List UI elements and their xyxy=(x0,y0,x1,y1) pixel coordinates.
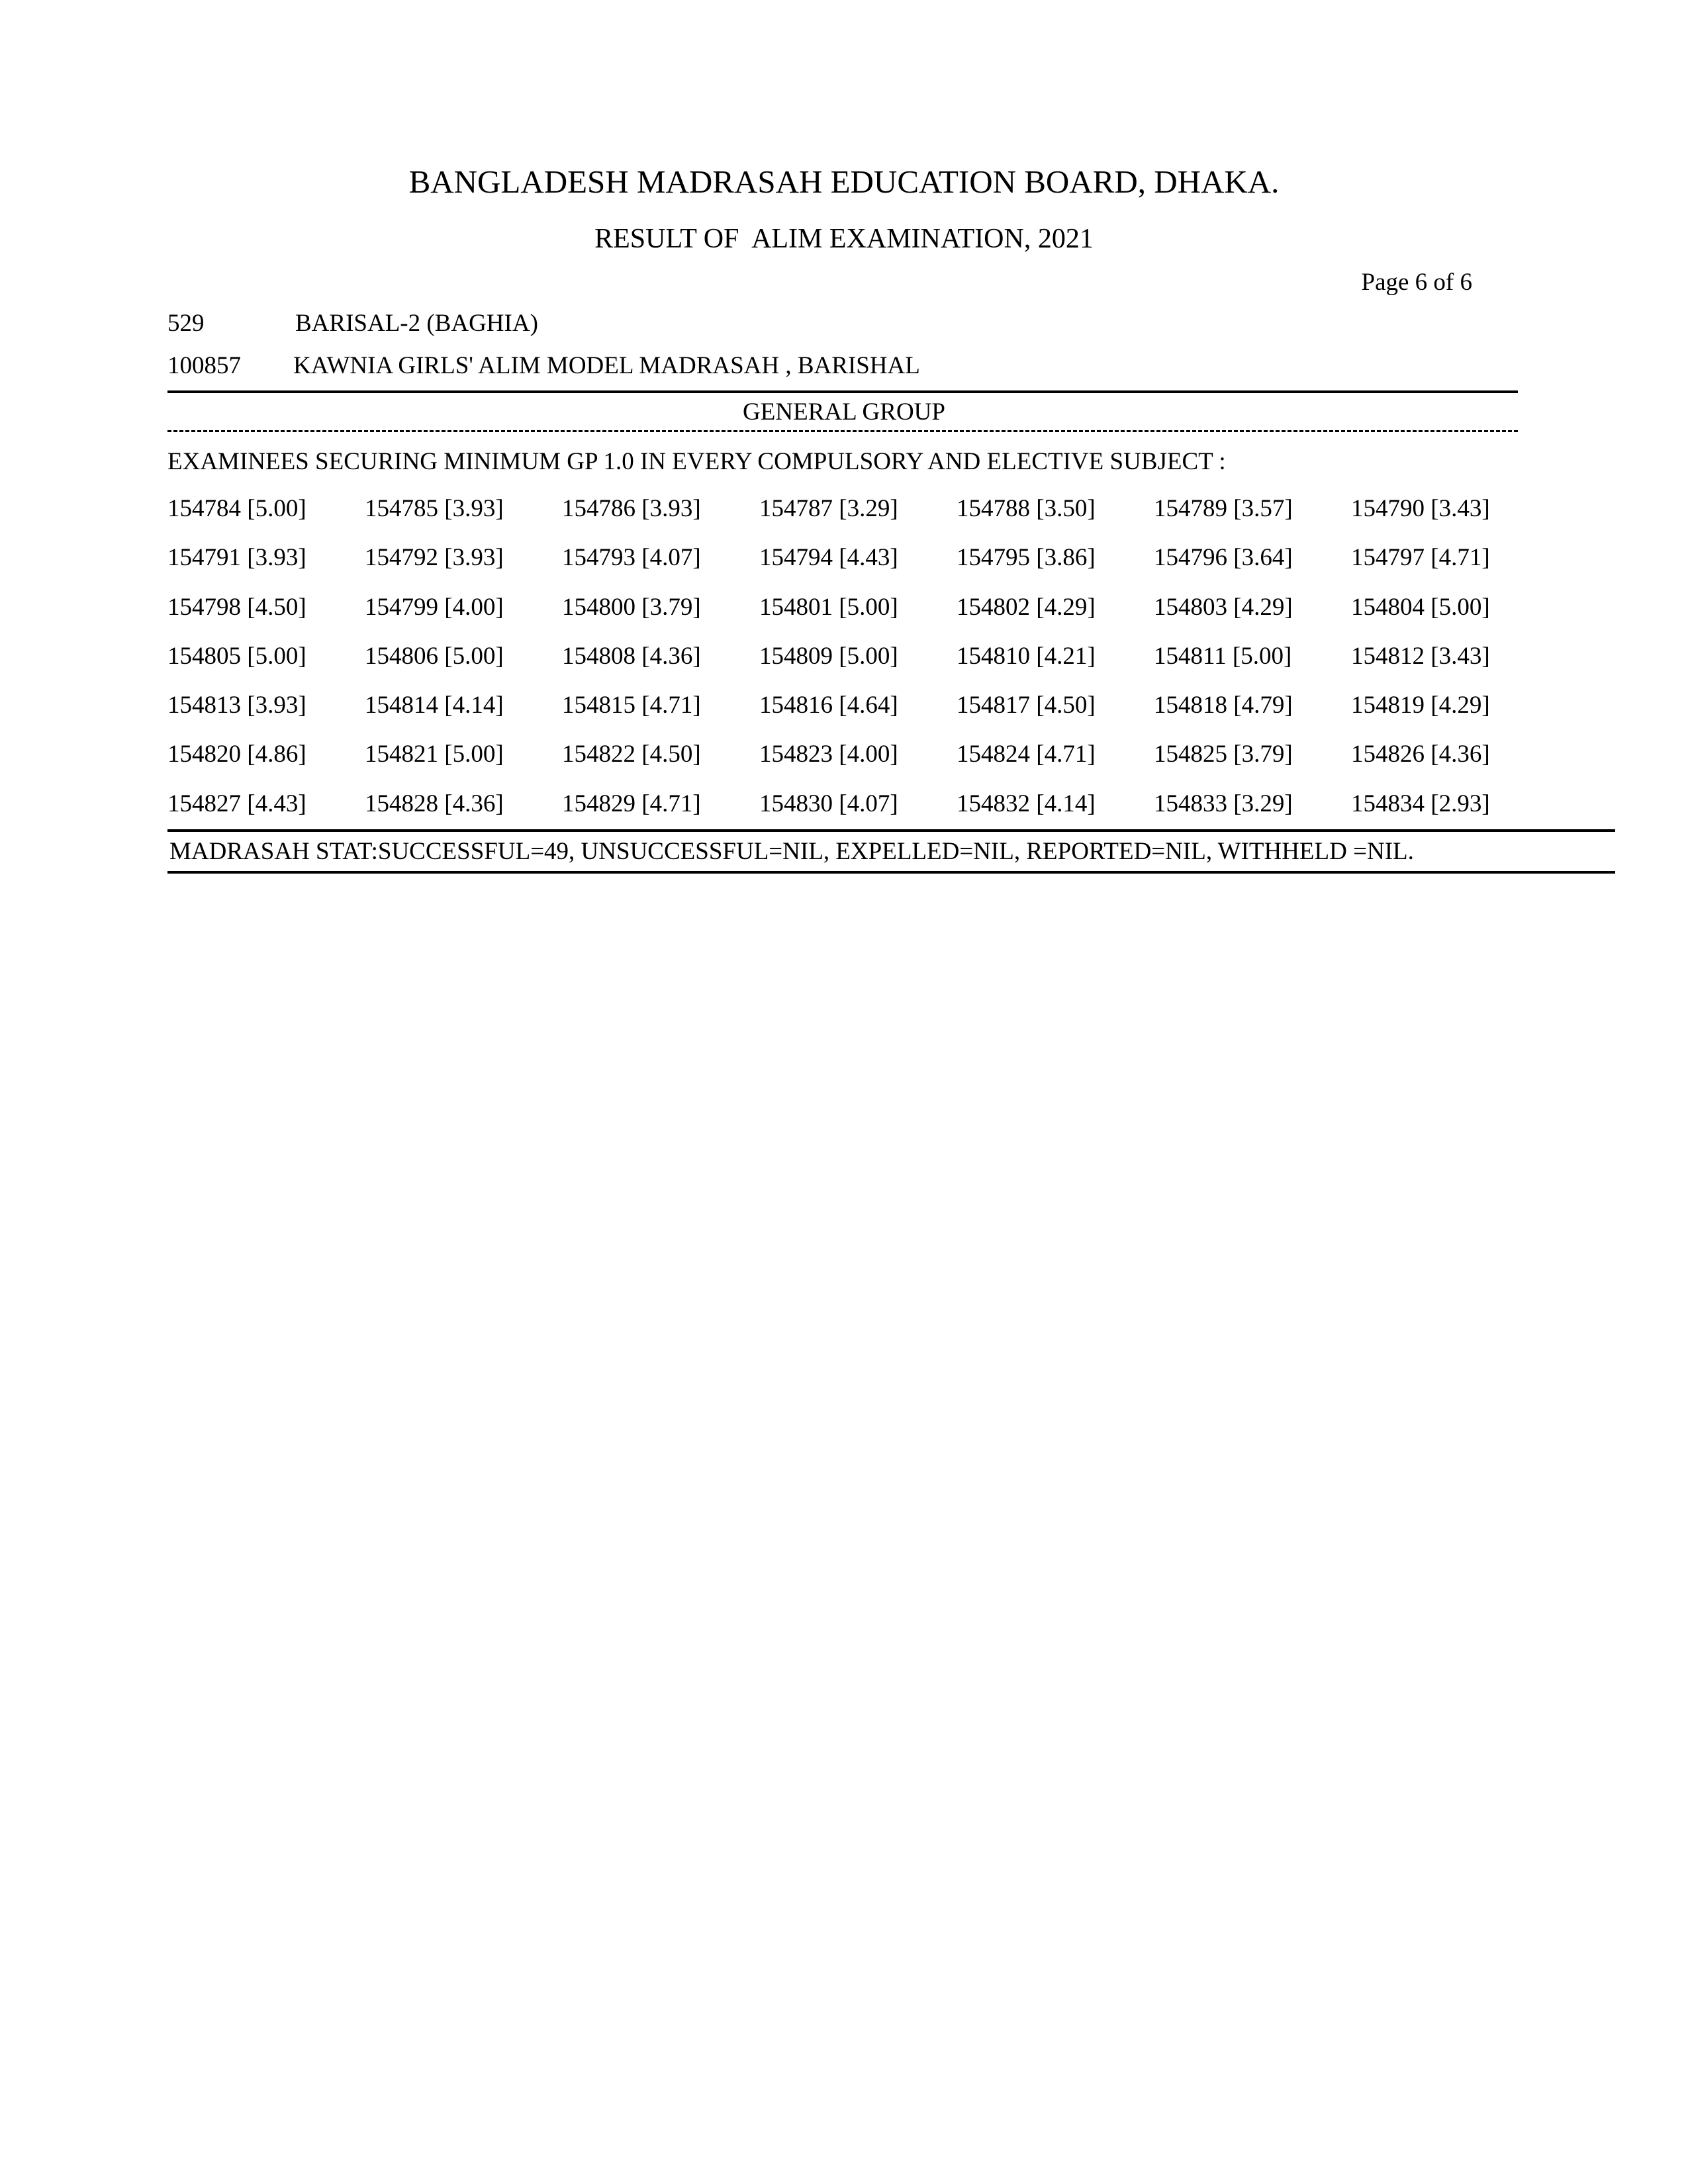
result-entry: 154829 [4.71] xyxy=(562,790,701,817)
result-entry: 154806 [5.00] xyxy=(365,642,504,670)
result-entry: 154830 [4.07] xyxy=(759,790,898,817)
result-entry: 154820 [4.86] xyxy=(167,741,306,768)
madrasah-name: KAWNIA GIRLS' ALIM MODEL MADRASAH , BARISHAL xyxy=(293,352,920,379)
madrasah-stat: MADRASAH STAT:SUCCESSFUL=49, UNSUCCESSFUL=NIL, EXPELLED=NIL, REPORTED=NIL, WITHHELD =NIL. xyxy=(169,838,1414,865)
result-entry: 154809 [5.00] xyxy=(759,642,898,670)
exam-title: RESULT OF ALIM EXAMINATION, 2021 xyxy=(594,224,1094,254)
result-entry: 154799 [4.00] xyxy=(365,593,504,621)
result-entry: 154825 [3.79] xyxy=(1154,741,1293,768)
result-entry: 154790 [3.43] xyxy=(1351,495,1490,522)
result-entry: 154784 [5.00] xyxy=(167,495,306,522)
result-entry: 154800 [3.79] xyxy=(562,593,701,621)
result-entry: 154787 [3.29] xyxy=(759,495,898,522)
group-divider xyxy=(167,430,1518,432)
result-entry: 154826 [4.36] xyxy=(1351,741,1490,768)
district-code: 529 xyxy=(167,310,205,337)
board-title: BANGLADESH MADRASAH EDUCATION BOARD, DHAKA. xyxy=(408,163,1280,200)
result-entry: 154794 [4.43] xyxy=(759,544,898,572)
result-entry: 154795 [3.86] xyxy=(957,544,1096,572)
result-entry: 154804 [5.00] xyxy=(1351,593,1490,621)
district-name: BARISAL-2 (BAGHIA) xyxy=(295,310,538,337)
result-entry: 154814 [4.14] xyxy=(365,692,504,719)
result-entry: 154833 [3.29] xyxy=(1154,790,1293,817)
result-entry: 154788 [3.50] xyxy=(957,495,1096,522)
result-entry: 154786 [3.93] xyxy=(562,495,701,522)
result-entry: 154798 [4.50] xyxy=(167,593,306,621)
result-entry: 154824 [4.71] xyxy=(957,741,1096,768)
result-entry: 154811 [5.00] xyxy=(1154,642,1292,670)
result-entry: 154812 [3.43] xyxy=(1351,642,1490,670)
result-entry: 154816 [4.64] xyxy=(759,692,898,719)
result-entry: 154828 [4.36] xyxy=(365,790,504,817)
page-number: Page 6 of 6 xyxy=(1361,269,1472,296)
result-entry: 154827 [4.43] xyxy=(167,790,306,817)
result-entry: 154823 [4.00] xyxy=(759,741,898,768)
result-entry: 154817 [4.50] xyxy=(957,692,1096,719)
result-entry: 154813 [3.93] xyxy=(167,692,306,719)
result-entry: 154815 [4.71] xyxy=(562,692,701,719)
result-entry: 154821 [5.00] xyxy=(365,741,504,768)
stat-divider-bottom xyxy=(167,871,1615,874)
result-entry: 154796 [3.64] xyxy=(1154,544,1293,572)
section-heading: EXAMINEES SECURING MINIMUM GP 1.0 IN EVERY COMPULSORY AND ELECTIVE SUBJECT : xyxy=(167,448,1226,475)
result-entry: 154801 [5.00] xyxy=(759,593,898,621)
result-entry: 154789 [3.57] xyxy=(1154,495,1293,522)
result-entry: 154785 [3.93] xyxy=(365,495,504,522)
result-entry: 154791 [3.93] xyxy=(167,544,306,572)
result-entry: 154797 [4.71] xyxy=(1351,544,1490,572)
result-entry: 154792 [3.93] xyxy=(365,544,504,572)
result-entry: 154834 [2.93] xyxy=(1351,790,1490,817)
result-entry: 154832 [4.14] xyxy=(957,790,1096,817)
result-entry: 154802 [4.29] xyxy=(957,593,1096,621)
result-entry: 154805 [5.00] xyxy=(167,642,306,670)
group-name: GENERAL GROUP xyxy=(743,398,945,426)
result-entry: 154819 [4.29] xyxy=(1351,692,1490,719)
result-entry: 154818 [4.79] xyxy=(1154,692,1293,719)
result-entry: 154822 [4.50] xyxy=(562,741,701,768)
header-divider xyxy=(167,390,1518,393)
result-entry: 154803 [4.29] xyxy=(1154,593,1293,621)
result-entry: 154793 [4.07] xyxy=(562,544,701,572)
stat-divider-top xyxy=(167,829,1615,832)
result-entry: 154810 [4.21] xyxy=(957,642,1096,670)
results-grid xyxy=(167,494,1558,838)
result-entry: 154808 [4.36] xyxy=(562,642,701,670)
madrasah-code: 100857 xyxy=(167,352,241,379)
